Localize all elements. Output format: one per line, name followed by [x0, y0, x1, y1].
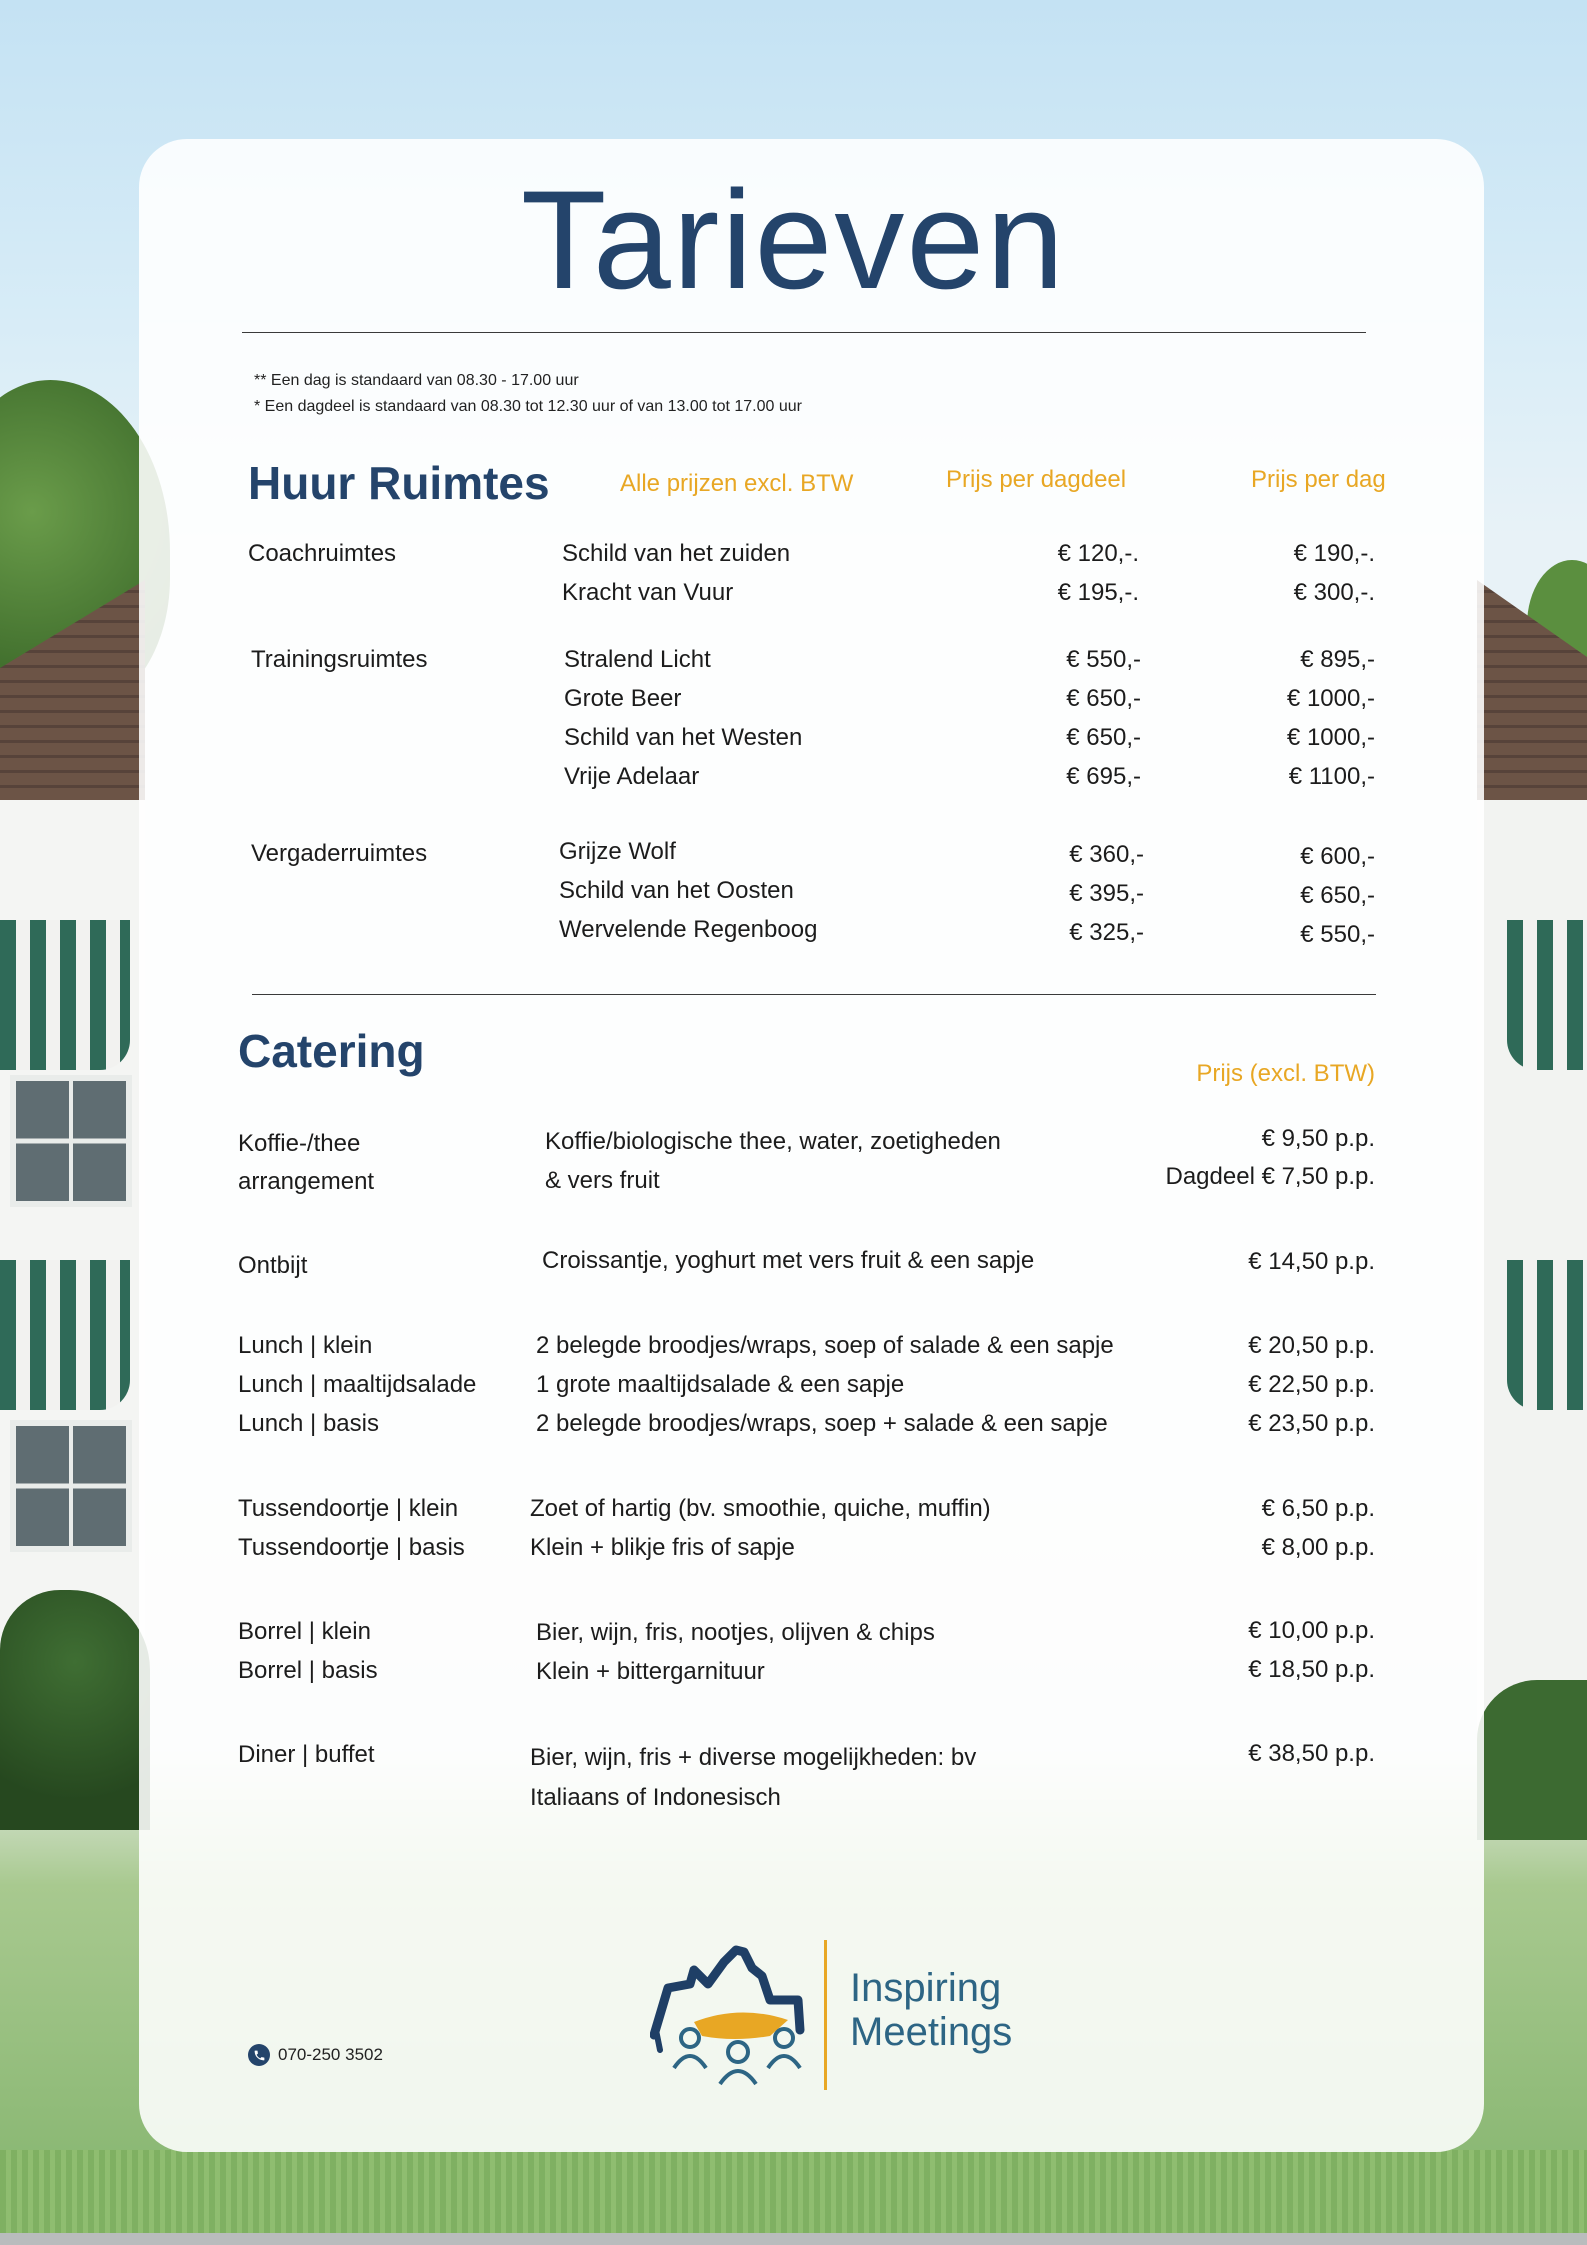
bottom-strip — [0, 2233, 1587, 2245]
hedge — [0, 1590, 150, 1830]
room-price-dag: € 1000,- — [1286, 685, 1375, 712]
room-price-dag: € 895,- — [1300, 646, 1375, 673]
window — [10, 1420, 132, 1552]
room-price-dag: € 1000,- — [1286, 724, 1375, 751]
catering-item-name: Borrel | basis — [238, 1657, 378, 1684]
room-price-dag: € 300,-. — [1293, 579, 1375, 606]
phone-icon — [248, 2044, 270, 2066]
note-day: ** Een dag is standaard van 08.30 - 17.00 uur — [254, 372, 579, 389]
page-title: Tarieven — [520, 161, 1067, 318]
catering-item-name: arrangement — [238, 1168, 375, 1195]
catering-item-name: Borrel | klein — [238, 1618, 371, 1645]
catering-item-desc: Koffie/biologische thee, water, zoetigheden — [545, 1128, 1001, 1155]
room-name: Wervelende Regenboog — [559, 916, 818, 943]
room-category: Coachruimtes — [248, 540, 397, 567]
room-name: Schild van het Oosten — [559, 877, 794, 904]
room-price-dagdeel: € 325,- — [1069, 919, 1144, 946]
awning — [0, 1260, 130, 1410]
lawn — [0, 2150, 1587, 2245]
catering-item-price: € 6,50 p.p. — [1261, 1495, 1375, 1522]
catering-item-price: € 10,00 p.p. — [1248, 1617, 1375, 1644]
room-price-dag: € 1100,- — [1288, 763, 1375, 790]
catering-item-price: € 23,50 p.p. — [1248, 1410, 1375, 1437]
catering-item-price: € 22,50 p.p. — [1248, 1371, 1375, 1398]
catering-item-desc: Croissantje, yoghurt met vers fruit & een sapje — [542, 1247, 1035, 1274]
header-price-dagdeel: Prijs per dagdeel — [946, 466, 1127, 493]
title-divider — [242, 332, 1366, 333]
section-title-huur: Huur Ruimtes — [248, 457, 550, 509]
catering-item-price: € 14,50 p.p. — [1248, 1248, 1375, 1275]
catering-item-desc: Bier, wijn, fris + diverse mogelijkheden: bv — [530, 1744, 977, 1771]
catering-item-desc: 2 belegde broodjes/wraps, soep of salade & een sapje — [536, 1332, 1114, 1359]
catering-item-name: Tussendoortje | basis — [238, 1534, 465, 1561]
room-name: Kracht van Vuur — [562, 579, 734, 606]
catering-item-name: Diner | buffet — [238, 1741, 375, 1768]
catering-item-name: Tussendoortje | klein — [238, 1495, 459, 1522]
catering-item-price: Dagdeel € 7,50 p.p. — [1165, 1163, 1375, 1190]
room-name: Schild van het Westen — [564, 724, 803, 751]
room-name: Schild van het zuiden — [562, 540, 791, 567]
room-price-dagdeel: € 195,-. — [1057, 579, 1139, 606]
room-category: Vergaderruimtes — [251, 840, 428, 867]
catering-item-name: Ontbijt — [238, 1252, 308, 1279]
section-title-catering: Catering — [238, 1025, 425, 1077]
catering-item-desc: Italiaans of Indonesisch — [530, 1784, 781, 1811]
room-price-dagdeel: € 395,- — [1069, 880, 1144, 907]
catering-item-name: Lunch | maaltijdsalade — [238, 1371, 477, 1398]
room-name: Stralend Licht — [564, 646, 711, 673]
logo-text-inspiring: Inspiring — [850, 1966, 1002, 2010]
room-price-dagdeel: € 360,- — [1069, 841, 1144, 868]
catering-item-name: Lunch | basis — [238, 1410, 379, 1437]
catering-item-desc: Bier, wijn, fris, nootjes, olijven & chips — [536, 1619, 935, 1646]
catering-item-price: € 9,50 p.p. — [1261, 1125, 1375, 1152]
phone-number: 070-250 3502 — [278, 2045, 383, 2064]
phone-contact[interactable] — [248, 2044, 383, 2066]
section-divider — [252, 994, 1376, 995]
room-price-dag: € 550,- — [1300, 921, 1375, 948]
catering-item-desc: & vers fruit — [545, 1167, 660, 1194]
catering-item-name: Koffie-/thee — [238, 1130, 361, 1157]
awning — [1507, 920, 1587, 1070]
catering-item-desc: Klein + blikje fris of sapje — [530, 1534, 795, 1561]
room-price-dag: € 650,- — [1300, 882, 1375, 909]
room-price-dagdeel: € 695,- — [1066, 763, 1141, 790]
awning — [1507, 1260, 1587, 1410]
room-price-dag: € 190,-. — [1293, 540, 1375, 567]
header-price-dag: Prijs per dag — [1251, 466, 1386, 493]
catering-item-price: € 18,50 p.p. — [1248, 1656, 1375, 1683]
room-name: Grijze Wolf — [559, 838, 676, 865]
room-price-dagdeel: € 650,- — [1066, 685, 1141, 712]
room-category: Trainingsruimtes — [251, 646, 428, 673]
room-name: Grote Beer — [564, 685, 682, 712]
catering-item-price: € 38,50 p.p. — [1248, 1740, 1375, 1767]
catering-item-price: € 8,00 p.p. — [1261, 1534, 1375, 1561]
catering-item-desc: Zoet of hartig (bv. smoothie, quiche, muffin) — [530, 1495, 991, 1522]
room-name: Vrije Adelaar — [564, 763, 700, 790]
room-price-dagdeel: € 650,- — [1066, 724, 1141, 751]
header-catering-price: Prijs (excl. BTW) — [1196, 1060, 1375, 1087]
catering-item-price: € 20,50 p.p. — [1248, 1332, 1375, 1359]
window — [10, 1075, 132, 1207]
note-dagdeel: * Een dagdeel is standaard van 08.30 tot 12.30 uur of van 13.00 tot 17.00 uur — [254, 398, 802, 415]
catering-item-name: Lunch | klein — [238, 1332, 373, 1359]
hedge — [1477, 1680, 1587, 1840]
header-excl-btw: Alle prijzen excl. BTW — [620, 470, 854, 497]
room-price-dagdeel: € 550,- — [1066, 646, 1141, 673]
logo-text-meetings: Meetings — [850, 2010, 1013, 2054]
catering-item-desc: 1 grote maaltijdsalade & een sapje — [536, 1371, 905, 1398]
catering-item-desc: 2 belegde broodjes/wraps, soep + salade & een sapje — [536, 1410, 1108, 1437]
catering-item-desc: Klein + bittergarnituur — [536, 1658, 765, 1685]
room-price-dag: € 600,- — [1300, 843, 1375, 870]
room-price-dagdeel: € 120,-. — [1057, 540, 1139, 567]
awning — [0, 920, 130, 1070]
